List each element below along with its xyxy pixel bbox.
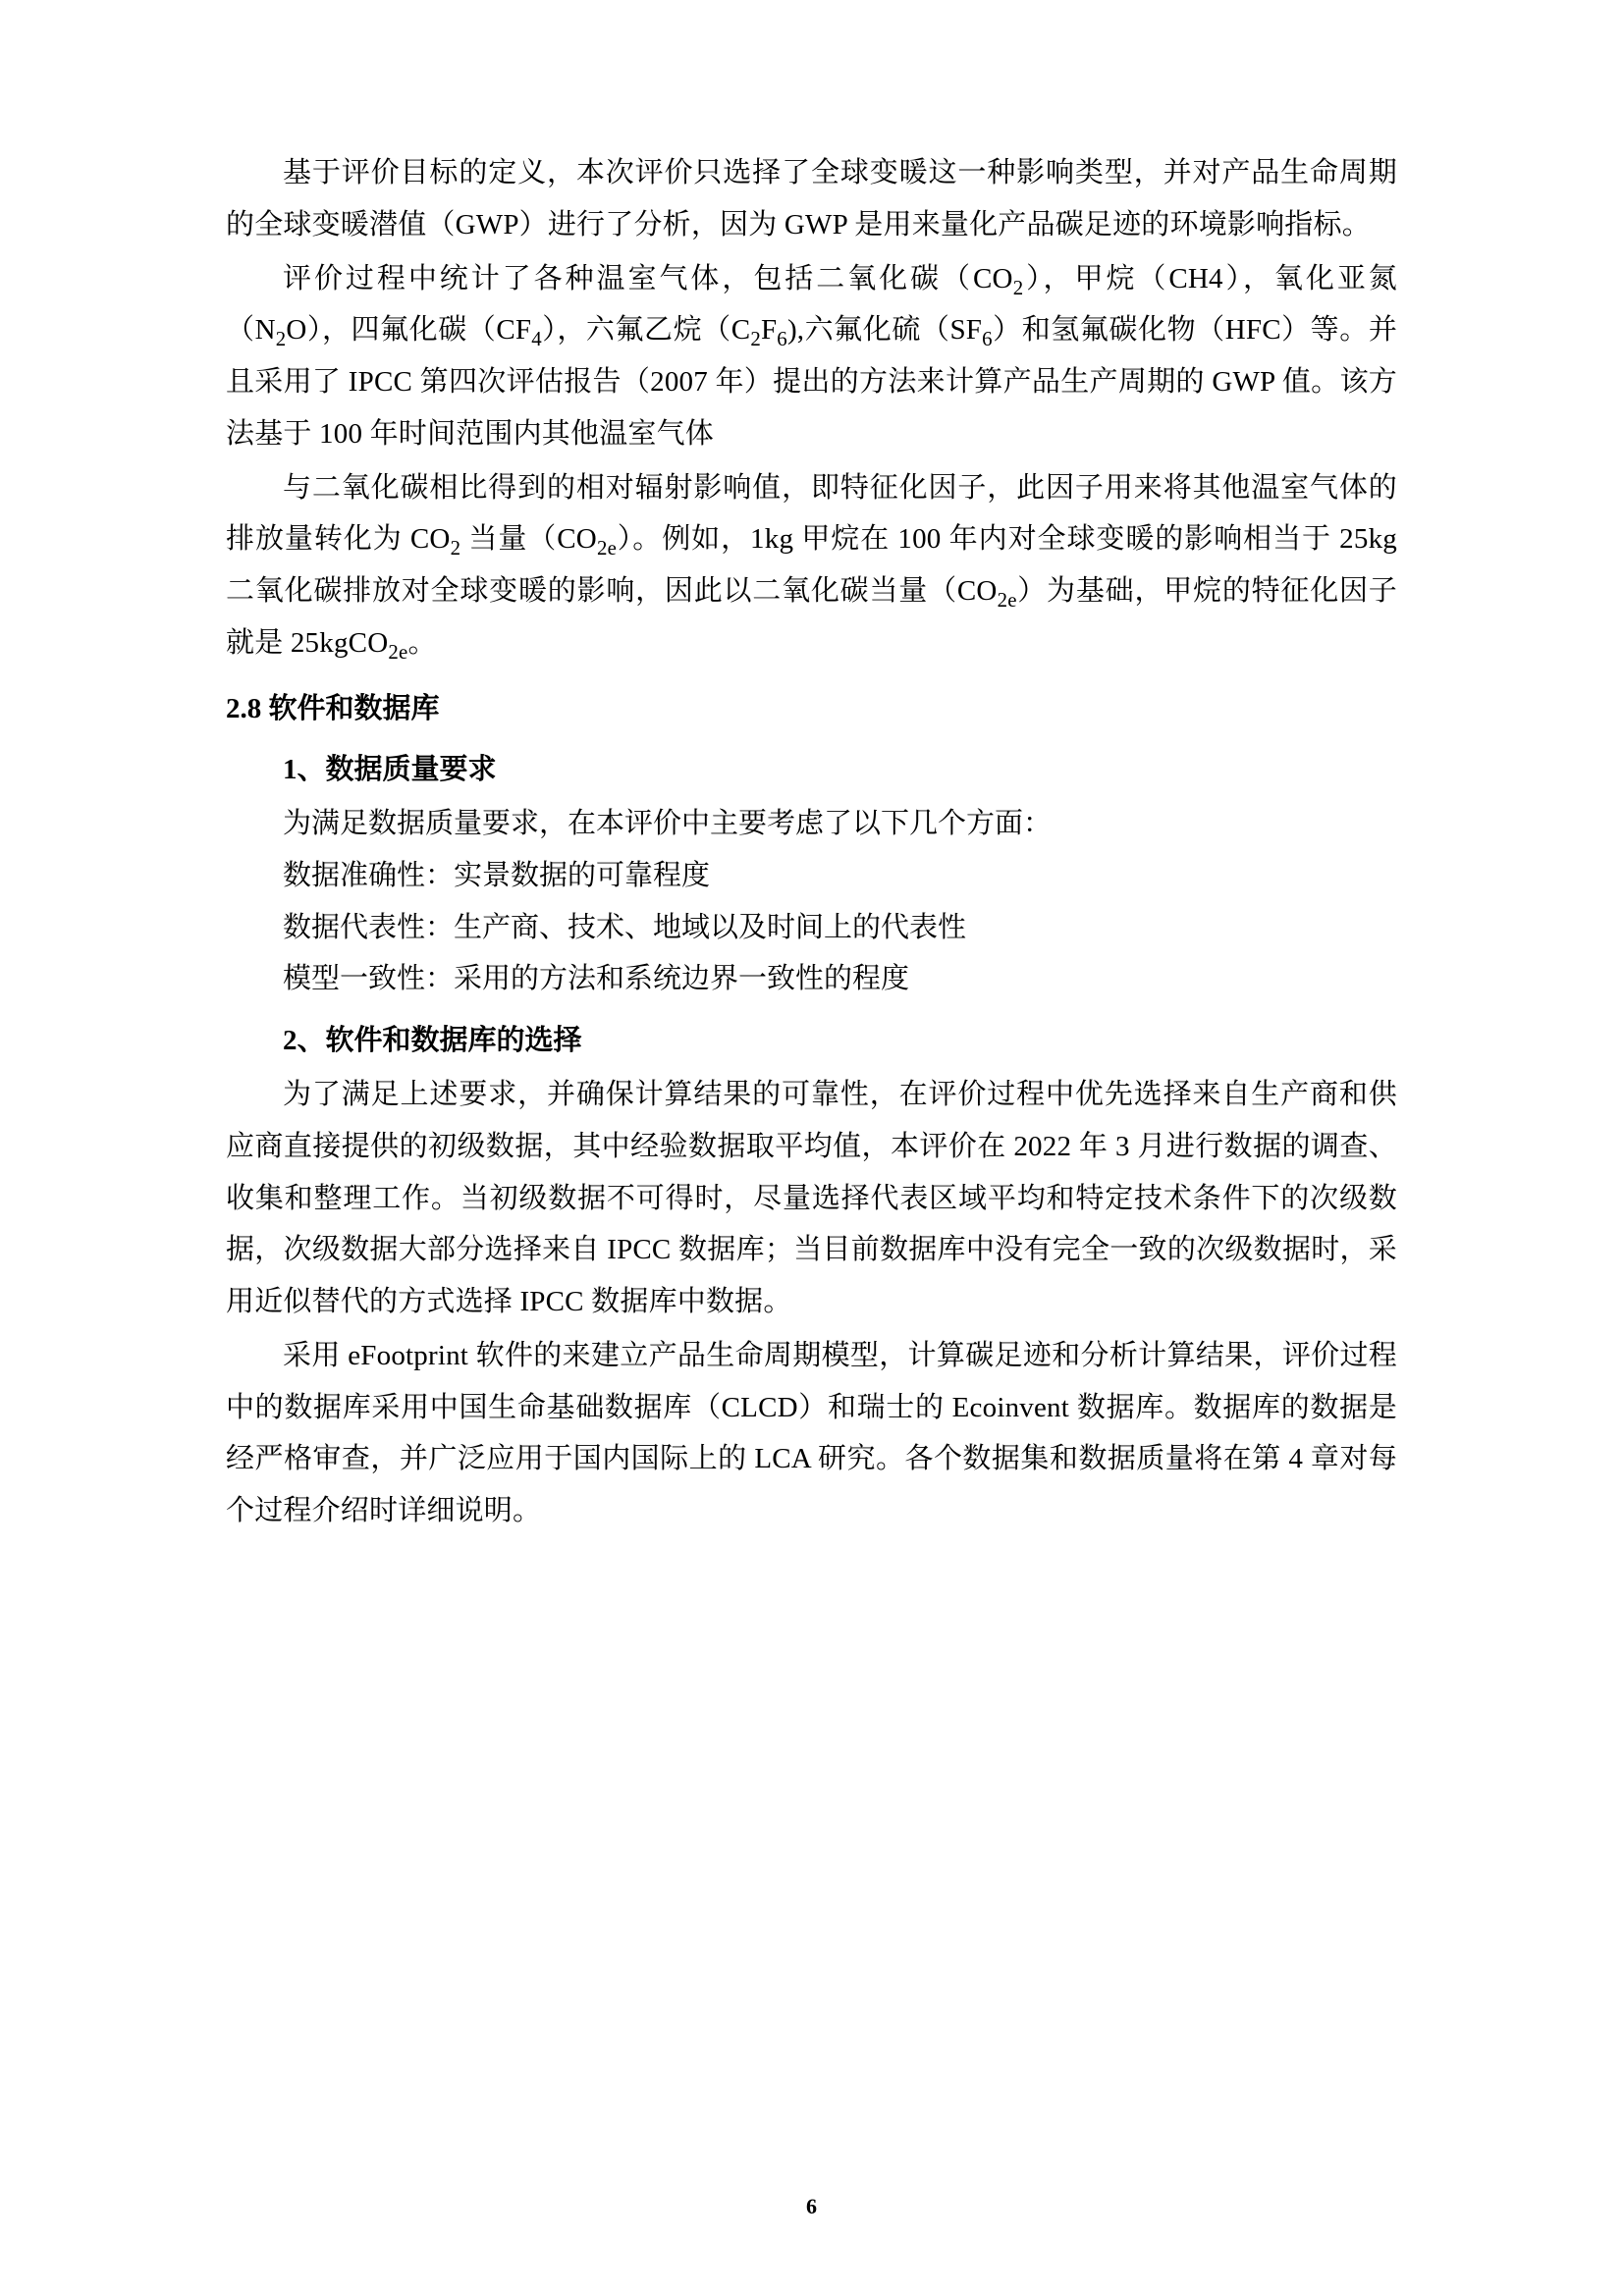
paragraph-intro: 基于评价目标的定义，本次评价只选择了全球变暖这一种影响类型，并对产品生命周期的全球变暖潜值（GWP）进行了分析，因为 GWP 是用来量化产品碳足迹的环境影响指标。 [226,157,1397,240]
data-quality-line-representativeness: 数据代表性：生产商、技术、地域以及时间上的代表性 [283,911,967,943]
text-run: ）为基础，甲烷的特征化因子就是 25kgCO [226,575,1398,659]
section-heading-2-8: 2.8 软件和数据库 [226,692,440,724]
subscript: 2 [750,327,761,351]
data-quality-line-consistency: 模型一致性：采用的方法和系统边界一致性的程度 [283,963,910,995]
data-quality-intro-line: 为满足数据质量要求，在本评价中主要考虑了以下几个方面： [283,808,1053,840]
subscript: 6 [777,327,787,351]
subscript: 4 [531,327,542,351]
subscript: 2e [596,536,618,561]
text-run: F [760,314,778,347]
subscript: 2 [275,327,287,351]
paragraph-characterization-factor [226,462,1397,669]
text-run: 评价过程中统计了各种温室气体，包括二氧化碳（CO [283,262,1013,294]
paragraph-primary-secondary-data: 为了满足上述要求，并确保计算结果的可靠性，在评价过程中优先选择来自生产商和供应商直接提供的初级数据，其中经验数据取平均值，本评价在 2022 年 3 月进行数据的调查、收集和整理工作。当初级数据不可得时，尽量选择代表区域平均和特定技术条件下的次级数据，次级数据大部分选择来自 IPCC 数据库；当目前数据库中没有完全一致的次级数据时，采用近似替代的方式选择 IPCC 数据库中数据。 [226,1079,1397,1318]
text-run: ),六氟化硫（SF [786,314,983,347]
subscript: 2e [997,587,1017,612]
text-run: 。 [407,626,437,659]
subscript: 6 [982,327,993,351]
text-run: O），四氟化碳（CF [286,314,532,347]
subheading-software-database-selection: 2、软件和数据库的选择 [283,1025,582,1057]
data-quality-line-accuracy: 数据准确性：实景数据的可靠程度 [283,859,711,891]
subscript: 2 [1012,275,1024,299]
text-run: ），六氟乙烷（C [541,314,751,347]
text-run: ）和氢氟碳化物（HFC）等。并且采用了 IPCC 第四次评估报告（2007 年）提出的方法来计算产品生产周期的 GWP 值。该方法基于 100 年时间范围内其他温室气体 [226,314,1398,450]
page-number: 6 [806,2194,817,2218]
text-run: 与二氧化碳相比得到的相对辐射影响值，即特征化因子，此因子用来将其他温室气体的排放量转化为 CO [226,471,1397,556]
subscript: 2e [388,639,408,664]
paragraph-greenhouse-gases [226,253,1397,460]
subheading-data-quality: 1、数据质量要求 [283,754,497,786]
text-run: ）。例如，1kg 甲烷在 100 年内对全球变暖的影响相当于 25kg 二氧化碳排放对全球变暖的影响，因此以二氧化碳当量（CO [226,523,1397,608]
text-run: 当量（CO [460,523,597,556]
text-run: ），甲烷（CH4），氧化亚氮（N [226,262,1397,347]
subscript: 2 [450,536,461,561]
paragraph-efootprint-software: 采用 eFootprint 软件的来建立产品生命周期模型，计算碳足迹和分析计算结果，评价过程中的数据库采用中国生命基础数据库（CLCD）和瑞士的 Ecoinvent 数据库。数据库的数据是经严格审查，并广泛应用于国内国际上的 LCA 研究。各个数据集和数据质量将在第 4 章对每个过程介绍时详细说明。 [226,1339,1397,1527]
